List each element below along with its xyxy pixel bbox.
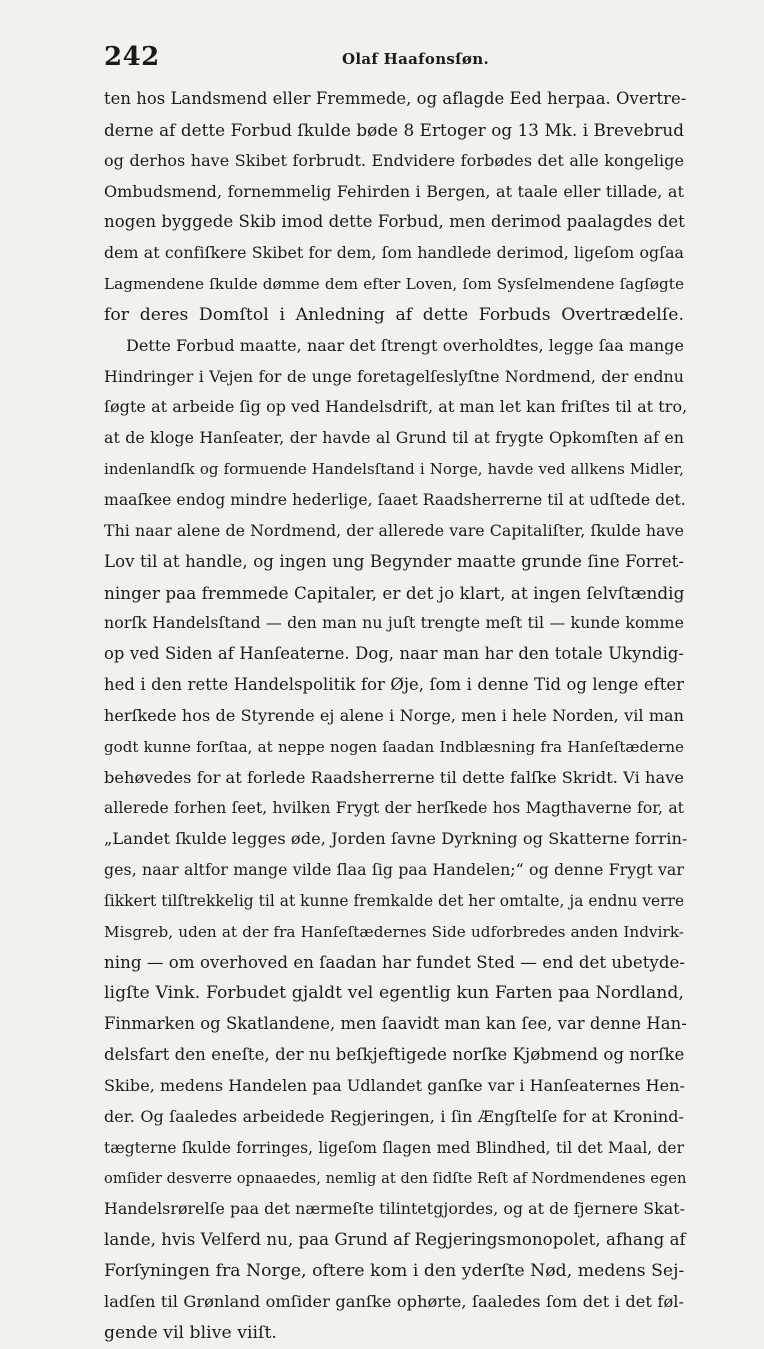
text-line: derne af dette Forbud ſkulde bøde 8 Ertoger og 13 Mk. i Brevebrud [104, 119, 684, 140]
text-line: behøvedes for at forlede Raadsherrerne til dette falſke Skridt. Vi have [104, 767, 685, 787]
text-line: delsfart den eneſte, der nu beſkjeftigede norſke Kjøbmend og norſke [104, 1045, 685, 1065]
text-line: tægterne ſkulde forringes, ligeſom ſlagen med Blindhed, til det Maal, der [104, 1138, 684, 1157]
text-line: Skibe, medens Handelen paa Udlandet ganſke var i Hanſeaternes Hen- [104, 1076, 685, 1095]
text-line: maaſkee endog mindre hederlige, ſaaet Raadsherrerne til at udſtede det. [104, 490, 686, 509]
text-line: ninger paa fremmede Capitaler, er det jo klart, at ingen ſelvſtændig [104, 582, 685, 603]
text-line: Ombudsmend, fornemmelig Fehirden i Bergen, at taale eller tillade, at [104, 181, 684, 201]
text-line: Thi naar alene de Nordmend, der allerede vare Capitaliſter, ſkulde have [104, 520, 684, 540]
text-line: der. Og ſaaledes arbeidede Regjeringen, i ſin Ængſtelſe for at Kronind- [104, 1106, 684, 1126]
text-line: at de kloge Hanſeater, der havde al Grund til at frygte Opkomſten af en [104, 428, 684, 448]
text-line: Finmarken og Skatlandene, men ſaavidt man kan ſee, var denne Han- [104, 1014, 687, 1034]
text-line: ligſte Vink. Forbudet gjaldt vel egentlig kun Farten paa Nordland, [104, 983, 684, 1004]
text-line: for deres Domſtol i Anledning af dette Forbuds Overtrædelſe. [104, 304, 684, 325]
text-line: Dette Forbud maatte, naar det ſtrengt overholdtes, legge ſaa mange [126, 335, 684, 355]
text-line: ſøgte at arbeide ſig op ved Handelsdrift, at man let kan friſtes til at tro, [104, 397, 688, 417]
text-line: ſikkert tilſtrekkelig til at kunne fremkalde det her omtalte, ja endnu verre [104, 891, 685, 910]
text-line: lande, hvis Velferd nu, paa Grund af Regjeringsmonopolet, afhang af [104, 1230, 686, 1250]
text-line: op ved Siden af Hanſeaterne. Dog, naar man har den totale Ukyndig- [104, 644, 684, 664]
text-line: Hindringer i Vejen for de unge foretagelſeslyſtne Nordmend, der endnu [104, 366, 684, 386]
text-line: og derhos have Skibet forbrudt. Endvidere forbødes det alle kongelige [104, 150, 684, 170]
text-line: allerede forhen ſeet, hvilken Frygt der herſkede hos Magthaverne for, at [104, 799, 684, 818]
text-line: „Landet ſkulde legges øde, Jorden ſavne Dyrkning og Skatterne forrin- [104, 829, 688, 849]
text-line: nogen byggede Skib imod dette Forbud, men derimod paalagdes det [104, 212, 685, 232]
text-line: ladſen til Grønland omſider ganſke ophørte, ſaaledes ſom det i det føl- [104, 1291, 684, 1311]
text-line: gende vil blive viiſt. [104, 1322, 277, 1343]
text-line: Handelsrørelſe paa det nærmeſte tilintetgjordes, og at de fjernere Skat- [104, 1199, 685, 1219]
text-line: godt kunne forſtaa, at neppe nogen ſaadan Indblæsning fra Hanſeſtæderne [104, 737, 684, 756]
text-line: Lagmendene ſkulde dømme dem efter Loven, ſom Sysſelmendene ſagſøgte [104, 275, 684, 294]
text-line: omſider desverre opnaaedes, nemlig at den ſidſte Reſt af Nordmendenes egen [104, 1169, 687, 1187]
text-line: Forſyningen fra Norge, oftere kom i den yderſte Nød, medens Sej- [104, 1261, 685, 1282]
text-line: indenlandſk og formuende Handelsſtand i Norge, havde ved allkens Midler, [104, 460, 684, 479]
text-line: Lov til at handle, og ingen ung Begynder maatte grunde ſine Forret- [104, 551, 684, 571]
text-line: Misgreb, uden at der fra Hanſeſtædernes Side udforbredes anden Indvirk- [104, 922, 684, 941]
text-line: herſkede hos de Styrende ej alene i Norge, men i hele Norden, vil man [104, 705, 684, 725]
text-line: hed i den rette Handelspolitik for Øje, ſom i denne Tid og lenge efter [104, 675, 684, 695]
text-line: ges, naar altfor mange vilde ſlaa ſig paa Handelen;“ og denne Frygt var [104, 860, 684, 880]
text-line: ten hos Landsmend eller Fremmede, og aflagde Eed herpaa. Overtre- [104, 89, 687, 108]
text-line: ning — om overhoved en ſaadan har fundet Sted — end det ubetyde- [104, 952, 686, 972]
page-number: 242 [104, 42, 160, 72]
body-text [104, 84, 688, 1349]
text-line: dem at confiſkere Skibet for dem, ſom handlede derimod, ligeſom ogſaa [104, 243, 684, 263]
running-title: Olaf Haafonsſøn. [342, 50, 489, 68]
running-head [104, 42, 684, 78]
text-line: norſk Handelsſtand — den man nu juſt trengte meſt til — kunde komme [104, 613, 684, 633]
